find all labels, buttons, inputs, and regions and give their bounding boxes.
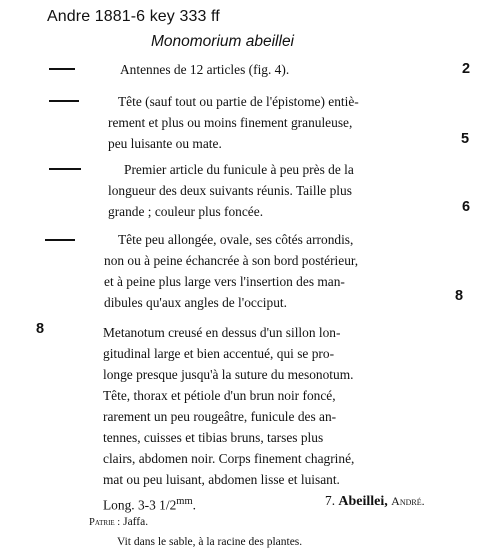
couplet-3-line-3: grande ; couleur plus foncée. (108, 204, 264, 219)
couplet-3-line-1: Premier article du funicule à peu près de la (124, 162, 354, 177)
length-end: . (192, 497, 196, 513)
couplet-dash (49, 168, 81, 170)
length-label: Long. 3-3 1/2 (103, 497, 177, 513)
species-author: André. (391, 494, 425, 508)
species-name: Abeillei, (338, 494, 388, 509)
couplet-2-line-1: Tête (sauf tout ou partie de l'épistome) entiè- (118, 94, 359, 109)
couplet-2-line-2: rement et plus ou moins finement granuleuse, (108, 115, 353, 130)
habitat-note: Vit dans le sable, à la racine des plantes. (117, 536, 303, 548)
couplet-4-line-1: Tête peu allongée, ovale, ses côtés arrondis, (118, 232, 354, 247)
description-line-8: mat ou peu luisant, abdomen lisse et luisant. (103, 472, 340, 487)
couplet-2-lead: 5 (461, 131, 470, 147)
couplet-4-line-3: et à peine plus large vers l'insertion des man- (104, 274, 345, 289)
description-line-1: Metanotum creusé en dessus d'un sillon lon- (103, 325, 341, 340)
couplet-4-lead: 8 (455, 288, 464, 304)
description-line-3: longe presque jusqu'à la suture du mesonotum. (103, 367, 354, 382)
description-line-4: Tête, thorax et pétiole d'un brun noir foncé, (103, 388, 336, 403)
couplet-dash (45, 239, 75, 241)
species-heading: Monomorium abeillei (151, 33, 295, 50)
description-line-2: gitudinal large et bien accentué, qui se pro- (103, 346, 335, 361)
description-line-5: rarement un peu rougeâtre, funicule des an- (103, 409, 337, 424)
couplet-1-lead: 2 (462, 61, 471, 77)
page-title: Andre 1881-6 key 333 ff (47, 8, 220, 25)
patrie-value: Jaffa. (123, 516, 149, 528)
description-line-6: tennes, cuisses et tibias bruns, tarses plus (103, 430, 324, 445)
length-unit: mm (176, 496, 193, 507)
couplet-4-line-2: non ou à peine échancrée à son bord postérieur, (104, 253, 359, 268)
couplet-3-lead: 6 (462, 199, 471, 215)
couplet-2-line-3: peu luisante ou mate. (108, 136, 222, 151)
couplet-dash (49, 68, 75, 70)
patrie-label: Patrie : (89, 517, 121, 528)
couplet-dash (49, 100, 79, 102)
description-line-7: clairs, abdomen noir. Corps finement chagriné, (103, 451, 355, 466)
species-couplet-number: 8 (36, 321, 45, 337)
species-number: 7. (325, 493, 336, 508)
couplet-4-line-4: dibules qu'aux angles de l'occiput. (104, 295, 287, 310)
species-name-line (325, 490, 425, 513)
couplet-1-line-1: Antennes de 12 articles (fig. 4). (120, 62, 290, 77)
couplet-3-line-2: longueur des deux suivants réunis. Taille plus (108, 183, 352, 198)
